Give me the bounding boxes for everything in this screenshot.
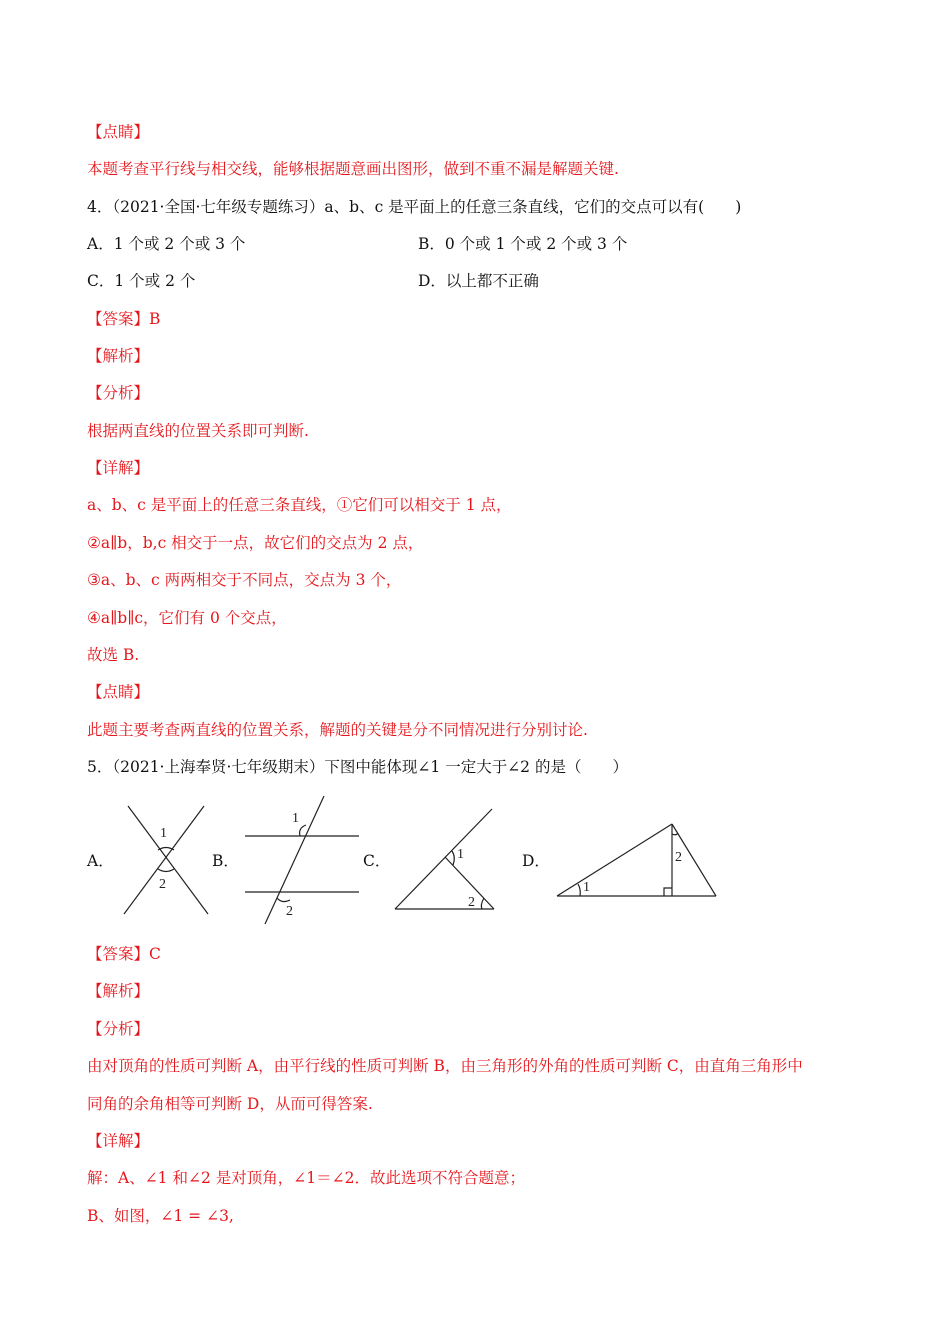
q4-detail-line-3: ③a、b、c 两两相交于不同点，交点为 3 个， <box>87 571 402 589</box>
q5-figure-label-a: A． <box>87 852 114 870</box>
fig-d-right-angle-mark <box>664 888 672 896</box>
fig-b-label-2: 2 <box>286 904 293 919</box>
q5-figure-b <box>240 792 365 928</box>
q4-dianjing-text: 此题主要考查两直线的位置关系，解题的关键是分不同情况进行分别讨论. <box>87 721 588 739</box>
q5-figure-label-c: C． <box>363 852 391 870</box>
q4-option-d: D．以上都不正确 <box>418 272 539 290</box>
fig-c-label-2: 2 <box>468 895 475 910</box>
q5-figure-label-d: D． <box>522 852 550 870</box>
fig-c-label-1: 1 <box>457 847 464 862</box>
q4-xiangjie-label: 【详解】 <box>87 459 150 477</box>
q4-detail-line-2: ②a∥b，b,c 相交于一点，故它们的交点为 2 点， <box>87 534 424 552</box>
fig-a-line-1 <box>128 806 208 914</box>
q5-fenxi-line-1: 由对顶角的性质可判断 A，由平行线的性质可判断 B，由三角形的外角的性质可判断 C，由直角三角形中 <box>87 1057 803 1075</box>
fig-a-arc-2 <box>158 869 174 872</box>
fig-a-label-2: 2 <box>159 877 166 892</box>
fig-d-label-1: 1 <box>583 880 590 895</box>
q5-figure-label-b: B． <box>212 852 239 870</box>
q5-fenxi-label: 【分析】 <box>87 1020 150 1038</box>
q4-fenxi-label: 【分析】 <box>87 384 150 402</box>
q5-fenxi-line-2: 同角的余角相等可判断 D，从而可得答案. <box>87 1095 373 1113</box>
q5-detail-line-2: B、如图，∠1 = ∠3, <box>87 1207 234 1225</box>
q5-stem: 5．（2021·上海奉贤·七年级期末）下图中能体现∠1 一定大于∠2 的是（ ） <box>87 758 628 776</box>
q4-detail-line-4: ④a∥b∥c，它们有 0 个交点， <box>87 609 287 627</box>
q5-detail-line-1: 解：A、∠1 和∠2 是对顶角，∠1＝∠2．故此选项不符合题意； <box>87 1169 525 1187</box>
fig-c-arc-1 <box>452 851 454 865</box>
fig-a-label-1: 1 <box>160 826 167 841</box>
q5-answer-label: 【答案】 <box>87 945 150 963</box>
dianjing-text-top: 本题考查平行线与相交线，能够根据题意画出图形，做到不重不漏是解题关键. <box>87 160 619 178</box>
dianjing-label-top: 【点睛】 <box>87 123 150 141</box>
q4-option-b: B．0 个或 1 个或 2 个或 3 个 <box>418 235 628 253</box>
fig-b-label-1: 1 <box>292 811 299 826</box>
q5-answer-value: C <box>149 945 161 963</box>
fig-c-arc-2 <box>481 898 484 909</box>
fig-d-hypotenuse <box>557 824 672 896</box>
q4-option-a: A．1 个或 2 个或 3 个 <box>87 235 246 253</box>
q4-answer <box>87 308 160 330</box>
q5-xiangjie-label: 【详解】 <box>87 1132 150 1150</box>
fig-b-arc-1 <box>300 825 306 836</box>
q4-stem: 4．（2021·全国·七年级专题练习）a、b、c 是平面上的任意三条直线，它们的交点可以有( ) <box>87 198 742 216</box>
q4-detail-line-5: 故选 B. <box>87 646 140 664</box>
q4-answer-label: 【答案】 <box>87 310 150 328</box>
fig-a-line-2 <box>124 806 204 914</box>
fig-b-arc-2 <box>277 898 290 902</box>
fig-d-arc-2 <box>672 833 678 835</box>
q5-figure-d <box>552 818 722 902</box>
q5-jiexi-label: 【解析】 <box>87 982 150 1000</box>
q5-figure-c <box>390 805 500 915</box>
q4-answer-value: B <box>149 310 161 328</box>
q4-detail-line-1: a、b、c 是平面上的任意三条直线，①它们可以相交于 1 点， <box>87 496 512 514</box>
q4-jiexi-label: 【解析】 <box>87 347 150 365</box>
q5-figure-a <box>120 800 212 920</box>
fig-c-extended-side <box>395 809 492 909</box>
q4-fenxi-text: 根据两直线的位置关系即可判断. <box>87 422 309 440</box>
q4-dianjing-label: 【点睛】 <box>87 683 150 701</box>
q4-option-c: C．1 个或 2 个 <box>87 272 196 290</box>
q5-answer <box>87 943 161 965</box>
fig-d-label-2: 2 <box>675 850 682 865</box>
fig-d-arc-1 <box>578 884 580 896</box>
